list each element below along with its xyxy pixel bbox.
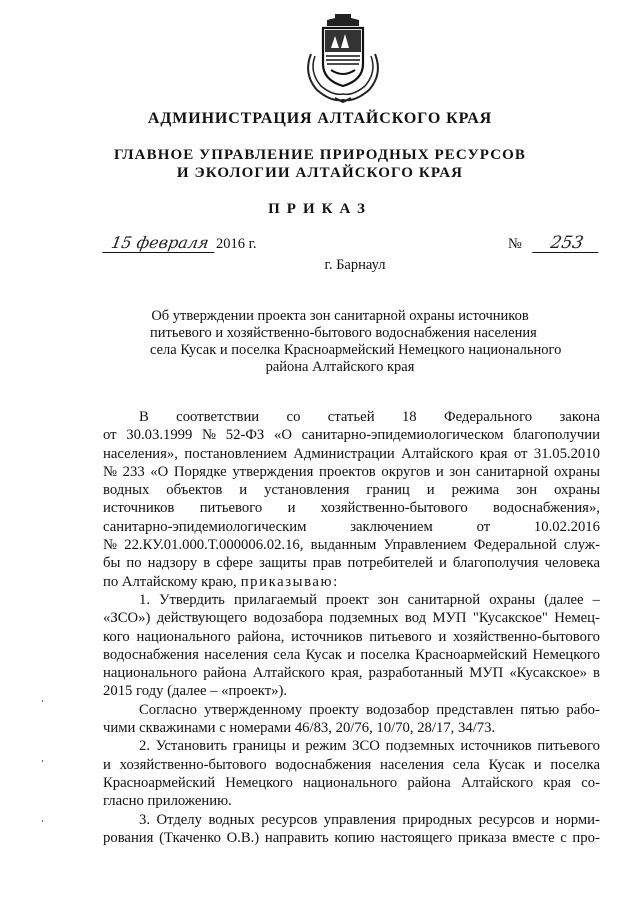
- text-line: Красноармейский Немецкого национального района Алтайского края со-: [103, 774, 600, 791]
- margin-mark: [42, 820, 43, 822]
- text-line: от 30.03.1999 № 52-ФЗ «О санитарно-эпидемиологическом благополучии: [103, 427, 600, 444]
- handwritten-date: 15 февраля: [102, 233, 218, 253]
- text-line: «ЗСО») действующего водозабора подземных вод МУП "Кусакское" Немец-: [103, 610, 600, 627]
- margin-mark: [42, 700, 43, 702]
- text-line: бы по надзору в сфере защиты прав потребителей и благополучия человека: [103, 555, 600, 572]
- text-line: № 233 «О Порядке утверждения проектов округов и зон санитарной охраны: [103, 463, 600, 480]
- order-body: [103, 408, 600, 847]
- coat-of-arms-emblem: [301, 14, 385, 104]
- text-line: чими скважинами с номерами 46/83, 20/76, 10/70, 28/17, 34/73.: [103, 720, 496, 737]
- city-line: г. Барнаул: [324, 257, 386, 273]
- paragraph-item-2: [103, 737, 600, 792]
- paragraph-preamble: [103, 408, 600, 573]
- text-line: населения», постановлением Администрации Алтайского края от 31.05.2010: [103, 445, 600, 462]
- order-keyword: приказываю:: [240, 573, 339, 590]
- subject-line: села Кусак и поселка Красноармейский Немецкого национального: [150, 342, 562, 358]
- text-line: № 22.КУ.01.000.Т.000006.02.16, выданным Управлением Федеральной служ-: [103, 537, 600, 554]
- text-line: 2. Установить границы и режим ЗСО подземных источников питьевого: [139, 738, 600, 755]
- paragraph-wells: [103, 701, 600, 719]
- text-line: и хозяйственно-бытового водоснабжения населения села Кусак и поселка: [103, 756, 600, 773]
- order-subject: [150, 308, 562, 376]
- text-line: 3. Отделу водных ресурсов управления природных ресурсов и норми-: [139, 811, 600, 828]
- text-line: кого национального района, источников питьевого и хозяйственно-бытового: [103, 628, 600, 645]
- order-date: [104, 233, 276, 257]
- text-line: гласно приложению.: [103, 793, 232, 810]
- paragraph-item-3: [103, 811, 600, 848]
- text-line: водоснабжения населения села Кусак и поселка Красноармейский Немецкого: [103, 646, 600, 663]
- text-line: В соответствии со статьей 18 Федерального закона: [139, 409, 600, 425]
- document-type-heading: ПРИКАЗ: [268, 201, 372, 217]
- text-line: 2015 году (далее – «проект»).: [103, 683, 288, 700]
- administration-title: АДМИНИСТРАЦИЯ АЛТАЙСКОГО КРАЯ: [147, 110, 493, 127]
- subject-line: Об утверждении проекта зон санитарной охраны источников: [151, 308, 529, 324]
- paragraph-item-1: [103, 591, 600, 682]
- subject-line: питьевого и хозяйственно-бытового водоснабжения населения: [150, 325, 537, 341]
- text-line: рования (Ткаченко О.В.) направить копию настоящего приказа вместе с про-: [103, 829, 600, 846]
- handwritten-number: 253: [532, 233, 602, 253]
- text-line: источников питьевого и хозяйственно-бытового водоснабжения»,: [103, 500, 600, 517]
- text-line: санитарно-эпидемиологическим заключением от 10.02.2016: [103, 518, 600, 535]
- subject-line: района Алтайского края: [265, 359, 415, 375]
- text-line: Согласно утвержденному проекту водозабор представлен пятью рабо-: [139, 701, 600, 718]
- number-sign: №: [508, 236, 522, 252]
- text-line: водных объектов и установления границ и режима зон охраны: [103, 482, 600, 499]
- text-line: по Алтайскому краю, приказываю:: [103, 573, 339, 590]
- date-year: 2016 г.: [216, 236, 257, 252]
- order-number: [508, 233, 600, 257]
- text-line: национального района Алтайского края, разработанный МУП «Кусакское» в: [103, 665, 600, 682]
- margin-mark: [42, 760, 43, 762]
- text-line: 1. Утвердить прилагаемый проект зон санитарной охраны (далее –: [139, 591, 600, 608]
- department-title: ГЛАВНОЕ УПРАВЛЕНИЕ ПРИРОДНЫХ РЕСУРСОВ И ЭКОЛОГИИ АЛТАЙСКОГО КРАЯ: [114, 147, 526, 181]
